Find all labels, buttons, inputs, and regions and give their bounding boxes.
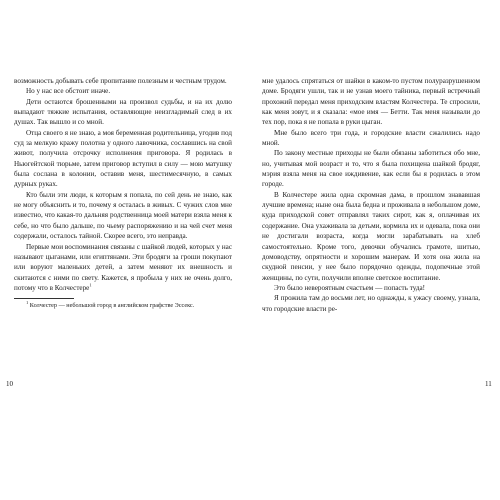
page-number-left: 10 bbox=[6, 380, 13, 388]
page-number-right: 11 bbox=[485, 380, 492, 388]
paragraph: Я прожила там до восьми лет, но однажды, к ужасу своему, узнала, что городские власти ре- bbox=[262, 294, 480, 313]
paragraph: мне удалось спрятаться от шайки в каком-то пустом полуразрушенном доме. Бродяги ушли, так и не узнав моего тайника, первый встречный прохожий передал меня приходским властям Колчестера. Те спросили, как меня зовут, и я сказала: «мое имя — Бетти. Так меня называли до тех пор, пока я не попала в руки цыган. bbox=[262, 77, 480, 127]
paragraph: Дети остаются брошенными на произвол судьбы, и на их долю выпадают тяжкие испытания, оставляющие неизгладимый след в их душах. Так вышло и со мной. bbox=[14, 97, 232, 127]
paragraph-text: Первые мои воспоминания связаны с шайкой людей, которых у нас называют цыганами, или египтянами. Эти бродяги за гроши покупают или воруют маленьких детей, а затем меняют их внешность и скитаются с ними по свету. Кажется, я пробыла у них не очень долго, потому что в Колчестере bbox=[14, 242, 232, 292]
paragraph: В Колчестере жила одна скромная дама, в прошлом знававшая лучшие времена; ныне она была бедна и проживала в небольшом доме, куда приходской совет отправлял таких сирот, как я, оплачивая их содержание. Она ухаживала за детьми, кормила их и одевала, пока они не достигали возраста, когда могли зарабатывать на хлеб самостоятельно. Кроме того, девочки обучались грамоте, шитью, домоводству, опрятности и хорошим манерам. И хотя она жила на скудной пенсии, у нее было порядочно одежды, подопечные этой женщины, по сути, получили вполне светское воспитание. bbox=[262, 190, 480, 282]
paragraph: Мне было всего три года, и городские власти сжалились надо мной. bbox=[262, 128, 480, 148]
footnote-ref: 1 bbox=[89, 282, 92, 288]
paragraph: Это было невероятным счастьем — попасть туда! bbox=[274, 283, 426, 292]
paragraph: По закону местные приходы не были обязаны заботиться обо мне, но, учитывая мой возраст и то, что я была похищена шайкой бродяг, мэрия взяла меня на свое иждивение, как если бы я родилась в этом городе. bbox=[262, 149, 480, 189]
paragraph: Но у нас все обстоит иначе. bbox=[26, 87, 111, 96]
footnote-marker: 1 bbox=[26, 300, 29, 306]
footnote-text: Колчестер — небольшой город в английском графстве Эссекс. bbox=[29, 302, 195, 310]
paragraph: Кто были эти люди, к которым я попала, по сей день не знаю, как не могу объяснить и то, почему я осталась в живых. С чужих слов мне известно, что какая-то дальняя родственница моей матери взяла меня к себе, но что было дальше, по чьему распоряжению и на чей счет меня содержали, осталось тайной. Скорее всего, это неправда. bbox=[14, 190, 232, 241]
right-page-text bbox=[262, 76, 480, 314]
paragraph: возможность добывать себе пропитание полезным и честным трудом. bbox=[14, 77, 227, 85]
footnote-divider bbox=[14, 298, 74, 299]
left-page-text bbox=[14, 76, 232, 311]
paragraph-last bbox=[14, 242, 232, 294]
paragraph: Отца своего я не знаю, а моя беременная родительница, угодив под суд за мелкую кражу полотна у одного лавочника, сославшись на свой живот, получила отсрочку исполнения приговора. Я родилась в Ньюгейтской тюрьме, затем приговор вступил в силу — мою матушку была сослана в колонии, оставив меня, шестимесячную, в самых дурных руках. bbox=[14, 128, 232, 189]
footnote bbox=[14, 302, 232, 311]
